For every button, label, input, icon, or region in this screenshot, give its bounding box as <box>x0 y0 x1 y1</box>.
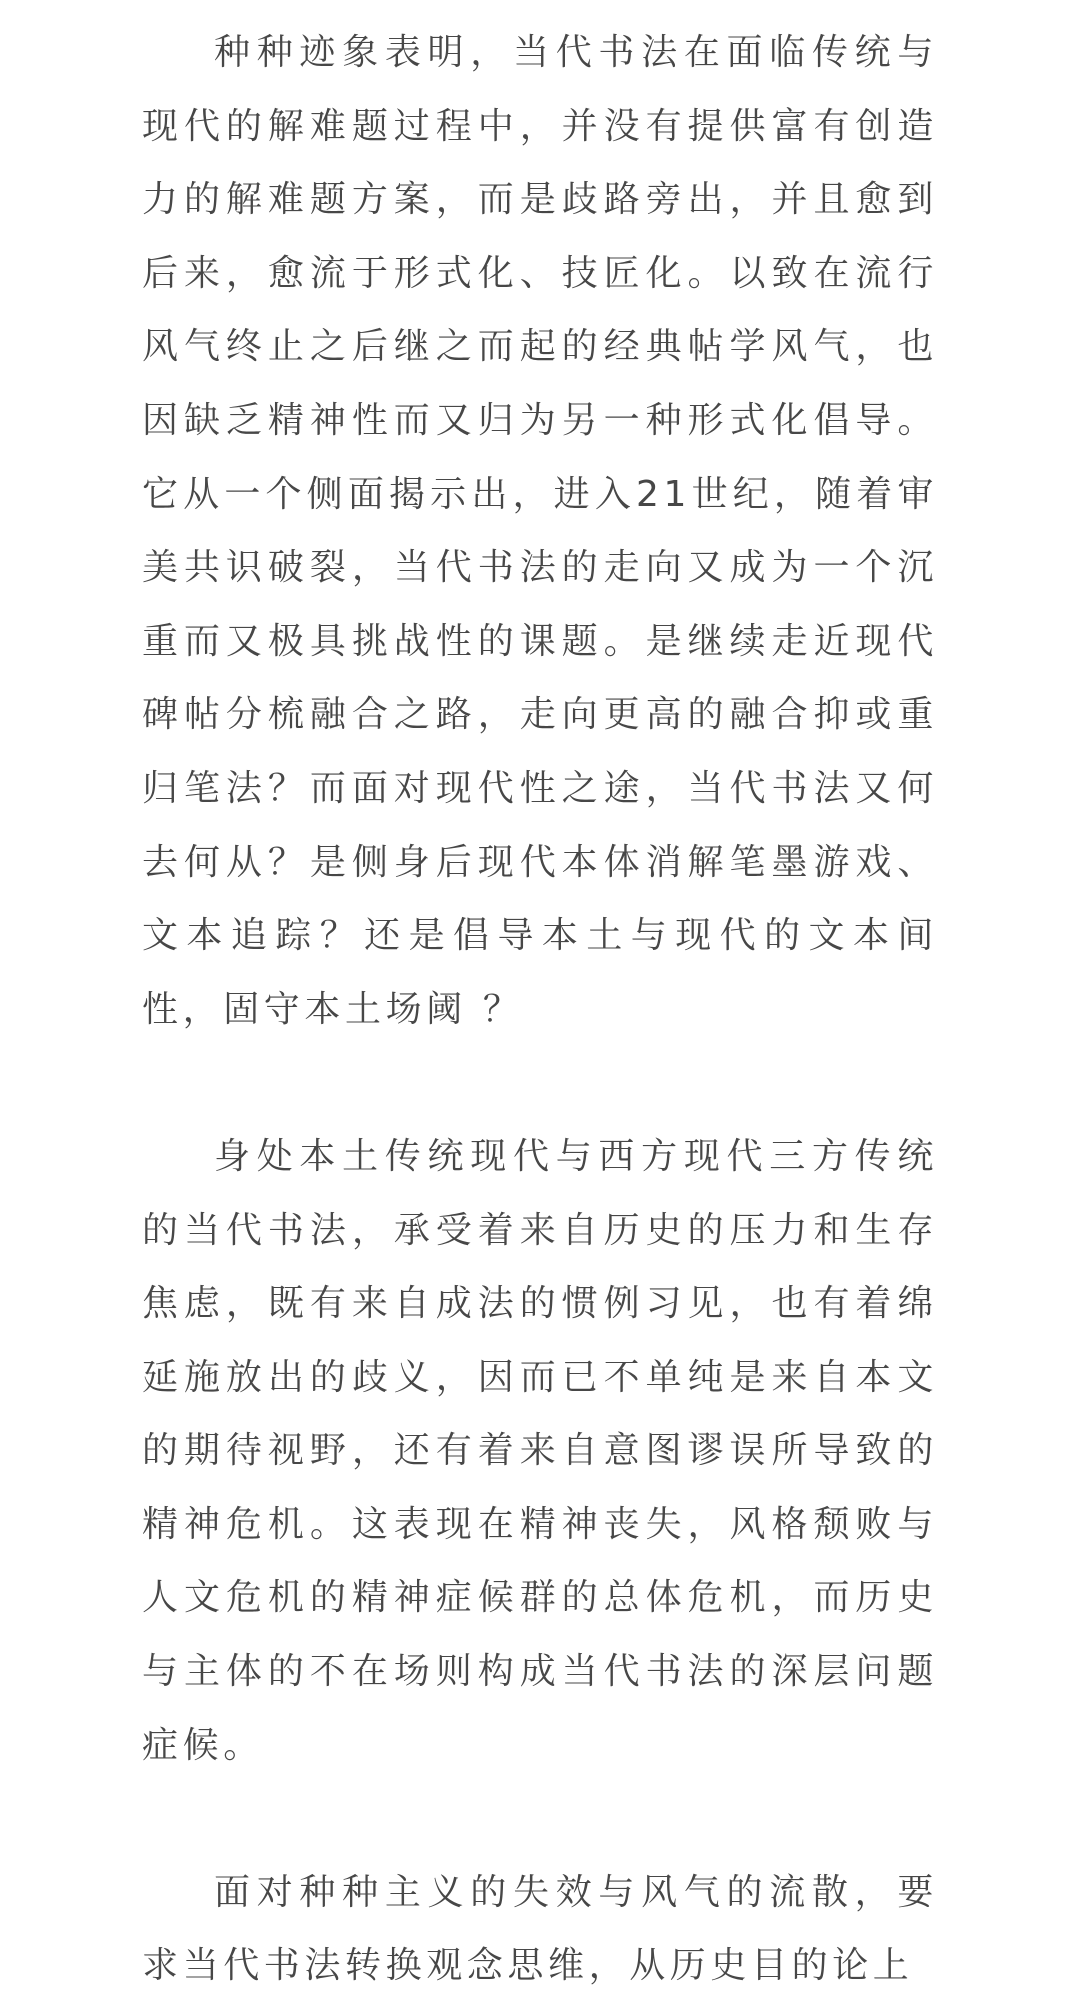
paragraph: 种种迹象表明，当代书法在面临传统与现代的解难题过程中，并没有提供富有创造力的解难题方案，而是歧路旁出，并且愈到后来，愈流于形式化、技匠化。以致在流行风气终止之后继之而起的经典帖学风气，也因缺乏精神性而又归为另一种形式化倡导。它从一个侧面揭示出，进入21世纪，随着审美共识破裂，当代书法的走向又成为一个沉重而又极具挑战性的课题。是继续走近现代碑帖分梳融合之路，走向更高的融合抑或重归笔法？而面对现代性之途，当代书法又何去何从？是侧身后现代本体消解笔墨游戏、文本追踪？还是倡导本土与现代的文本间性，固守本土场阈 ？ <box>142 32 938 1030</box>
article-body <box>142 16 938 2003</box>
paragraph: 身处本土传统现代与西方现代三方传统的当代书法，承受着来自历史的压力和生存焦虑，既有来自成法的惯例习见，也有着绵延施放出的歧义，因而已不单纯是来自本文的期待视野，还有着来自意图谬误所导致的精神危机。这表现在精神丧失，风格颓败与人文危机的精神症候群的总体危机，而历史与主体的不在场则构成当代书法的深层问题症候。 <box>142 1135 938 1766</box>
paragraph: 面对种种主义的失效与风气的流散，要求当代书法转换观念思维，从历史目的论上 <box>142 1871 938 1987</box>
